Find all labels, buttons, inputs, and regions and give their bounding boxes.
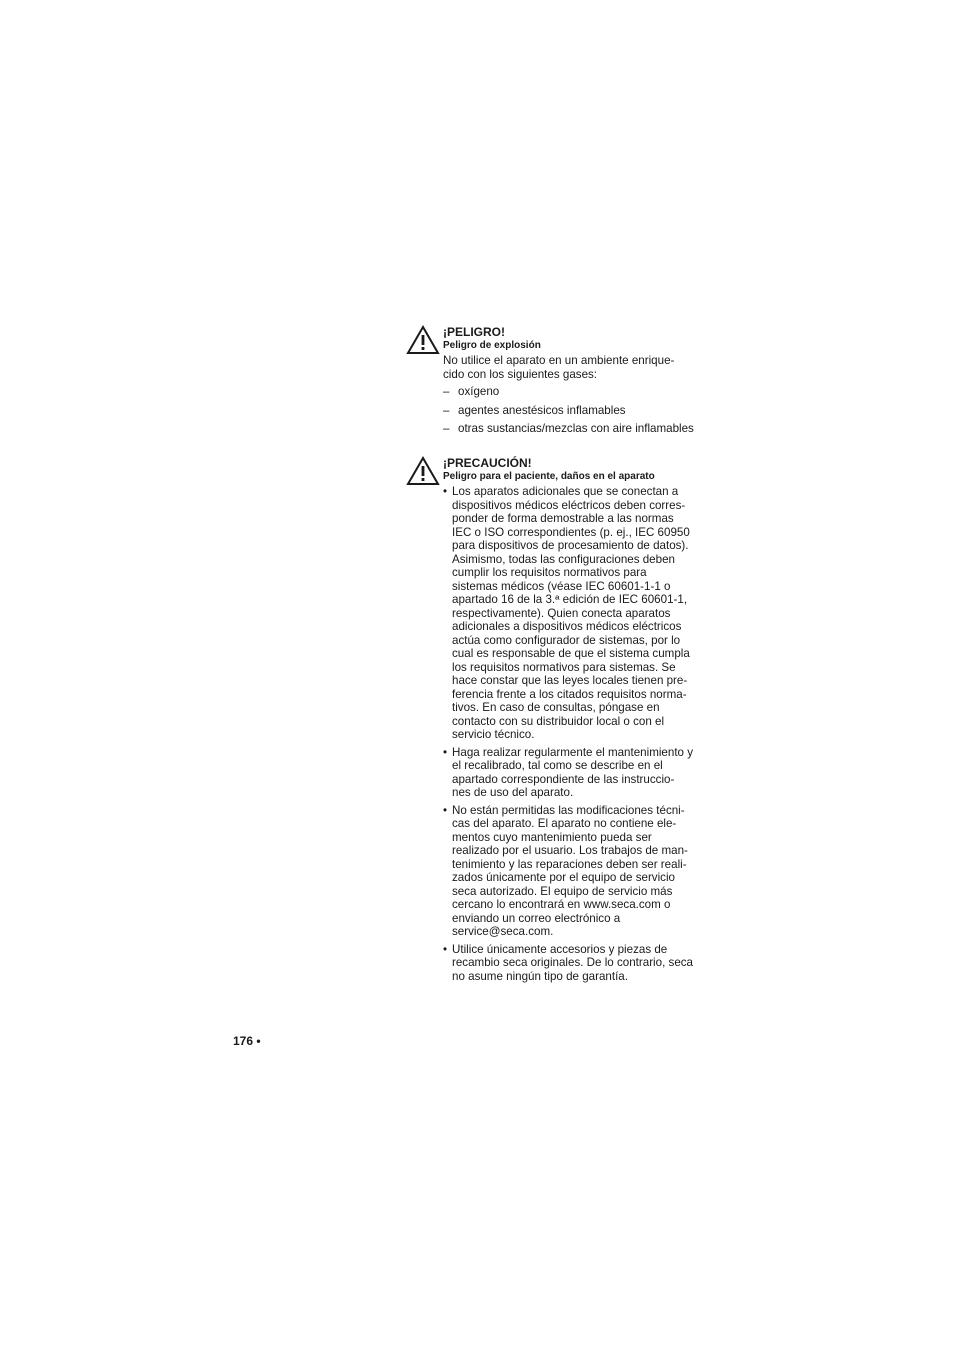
caution-subtitle: Peligro para el paciente, daños en el aparato xyxy=(443,471,655,482)
warning-triangle-icon xyxy=(406,456,440,486)
danger-intro: No utilice el aparato en un ambiente enrique- cido con los siguientes gases: xyxy=(443,354,675,381)
warning-triangle-icon xyxy=(406,325,440,355)
page-number: 176 • xyxy=(233,1034,261,1048)
list-item: – oxígeno xyxy=(443,385,500,398)
caution-content xyxy=(443,456,695,987)
danger-subtitle: Peligro de explosión xyxy=(443,340,541,351)
list-item: – agentes anestésicos inflamables xyxy=(443,403,626,417)
danger-gas-list xyxy=(443,385,695,436)
list-item: • Haga realizar regularmente el mantenimiento y el recalibrado, tal como se describe en el apartado correspondiente de las instruccio- nes de uso del aparato. xyxy=(443,745,694,799)
list-item: • Los aparatos adicionales que se conectan a dispositivos médicos eléctricos deben corres- ponder de forma demostrable a las normas IEC o ISO correspondientes (p. ej., IEC 60950 para dispositivos de procesamiento de datos). Asimismo, todas las configuraciones deben cumplir los requisitos normativos para sistemas médicos (véase IEC 60601-1-1 o apartado 16 de la 3.ª edición de IEC 60601-1, respectivamente). Quien conecta aparatos adicionales a dispositivos médicos eléctricos actúa como configurador de sistemas, por lo cual es responsable de que el sistema cumpla los requisitos normativos para sistemas. Se hace constar que las leyes locales tienen pre- ferencia frente a los citados requisitos norma- tivos. En caso de consultas, póngase en contacto con su distribuidor local o con el servicio técnico. xyxy=(443,485,690,741)
danger-content xyxy=(443,325,695,441)
list-item: • No están permitidas las modificaciones técni- cas del aparato. El aparato no contiene ele- mentos cuyo mantenimiento pueda ser realizado por el usuario. Los trabajos de man- tenimiento y las reparaciones deben ser reali- zados únicamente por el equipo de servicio seca autorizado. El equipo de servicio más cercano lo encontrará en www.seca.com o enviando un correo electrónico a service@seca.com. xyxy=(443,803,688,938)
caution-list xyxy=(443,485,695,983)
danger-title: ¡PELIGRO! xyxy=(443,325,505,339)
list-item: – otras sustancias/mezclas con aire inflamables xyxy=(443,422,694,435)
list-item: • Utilice únicamente accesorios y piezas de recambio seca originales. De lo contrario, seca no asume ningún tipo de garantía. xyxy=(443,942,694,983)
caution-title: ¡PRECAUCIÓN! xyxy=(443,456,532,470)
